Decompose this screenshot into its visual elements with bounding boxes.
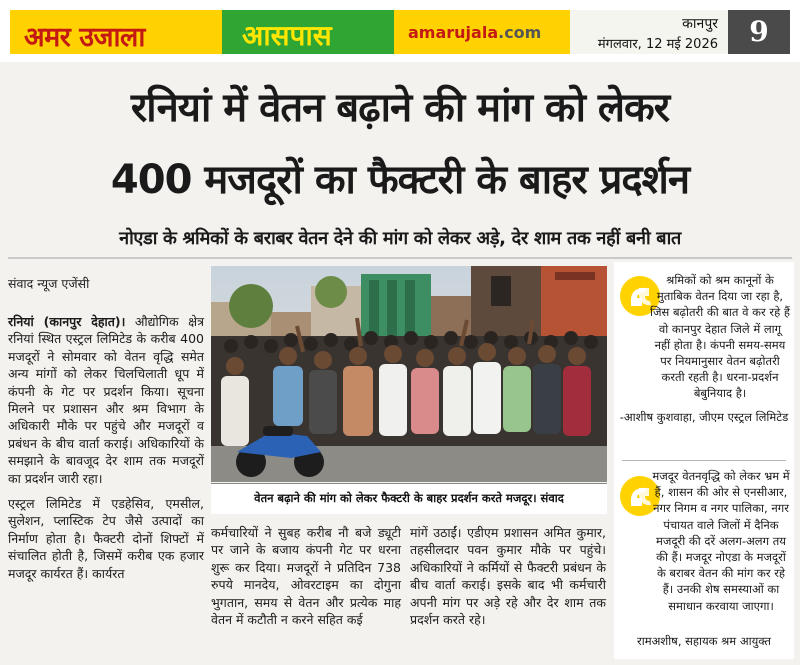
site-tld: .com — [498, 23, 542, 42]
agency-byline: संवाद न्यूज एजेंसी — [8, 276, 90, 291]
paragraph-1: औद्योगिक क्षेत्र रनियां स्थित एस्ट्रल लिमिटेड के करीब 400 मजदूरों ने सोमवार को वेतन वृद्धि समेत अन्य मांगों को लेकर चिलचिलाती धूप में कंपनी के गेट पर प्रदर्शन किया। सूचना मिलने पर प्रशासन और श्रम विभाग के अधिकारी मौके पर पहुंचे और मजदूरों व प्रबंधन के बीच वार्ता कराई। अधिकारियों के समझाने के बावजूद देर शाम तक मजदूरों का प्रदर्शन जारी रहा। — [8, 314, 204, 486]
divider — [8, 257, 792, 259]
quote-1-author: -आशीष कुशवाहा, जीएम एस्ट्रल लिमिटेड — [619, 410, 789, 424]
page-number: 9 — [749, 15, 769, 48]
issue-date: मंगलवार, 12 मई 2026 — [597, 37, 718, 52]
city-name: कानपुर — [682, 16, 718, 32]
article-column-1 — [8, 313, 204, 590]
site-link[interactable] — [394, 10, 570, 54]
site-name: amarujala — [408, 23, 499, 42]
photo-caption-bar — [211, 483, 607, 514]
headline-line-1: रनियां में वेतन बढ़ाने की मांग को लेकर — [130, 85, 670, 131]
brand-logo[interactable] — [10, 10, 222, 54]
sidebar-divider — [622, 460, 786, 461]
dateline-place: रनियां (कानपुर देहात)। — [8, 314, 126, 329]
photo-caption: वेतन बढ़ाने की मांग को लेकर फैक्टरी के बाहर प्रदर्शन करते मजदूर। संवाद — [254, 491, 564, 505]
section-banner — [222, 10, 394, 54]
quote-1-text: श्रमिकों को श्रम कानूनों के मुताबिक वेतन दिया जा रहा है, जिस बढ़ोतरी की बात वे कर रहे हैं वो कानपुर देहात जिले में लागू नहीं होता है। कंपनी समय-समय पर नियमानुसार वेतन बढ़ोतरी करती रहती है। धरना-प्रदर्शन बेबुनियाद है। — [650, 273, 790, 401]
article-column-2: कर्मचारियों ने सुबह करीब नौ बजे ड्यूटी पर जाने के बजाय कंपनी गेट पर धरना शुरू कर दिया। मजदूरों ने प्रतिदिन 738 रुपये मानदेय, ओवरटाइम का दोगुना भुगतान, समय से वेतन और प्रत्येक माह वेतन में कटौती न करने सहित कई — [211, 525, 401, 628]
protest-photo-illustration — [211, 266, 607, 482]
page-number-box — [728, 10, 790, 54]
subheadline: नोएडा के श्रमिकों के बराबर वेतन देने की मांग को लेकर अड़े, देर शाम तक नहीं बनी बात — [119, 228, 681, 249]
quote-2-text: मजदूर वेतनवृद्धि को लेकर भ्रम में हैं, शासन की ओर से एनसीआर, नगर निगम व नगर पालिका, नगर पंचायत वाले जिलों में दैनिक मजदूरी की दरें अलग-अलग तय की हैं। मजदूर नोएडा के मजदूरों के बराबर वेतन की मांग कर रहे हैं। उनकी शेष समस्याओं का समाधान करवाया जाएगा। — [652, 469, 790, 613]
protest-photo — [211, 266, 607, 482]
headline-line-2: 400 मजदूरों का फैक्टरी के बाहर प्रदर्शन — [110, 157, 690, 203]
article-column-3: मांगें उठाईं। एडीएम प्रशासन अमित कुमार, तहसीलदार पवन कुमार मौके पर पहुंचे। अधिकारियों ने कर्मियों से फैक्टरी प्रबंधन के बीच वार्ता कराई। इसके बाद भी कर्मचारी अपनी मांग पर अड़े रहे और देर शाम तक प्रदर्शन करते रहे। — [410, 525, 606, 628]
dateline-box — [570, 10, 728, 54]
section-name: आसपास — [242, 19, 332, 52]
quote-2-author: रामअशीष, सहायक श्रम आयुक्त — [637, 634, 771, 648]
paragraph-2: एस्ट्रल लिमिटेड में एडहेसिव, एमसील, सुलेशन, प्लास्टिक टेप जैसे उत्पादों का निर्माण होता है। फैक्टरी दोनों शिफ्टों में संचालित होती है, जिसमें करीब एक हजार मजदूर कार्यरत हैं। कार्यरत — [8, 496, 204, 581]
brand-name: अमर उजाला — [24, 22, 145, 53]
